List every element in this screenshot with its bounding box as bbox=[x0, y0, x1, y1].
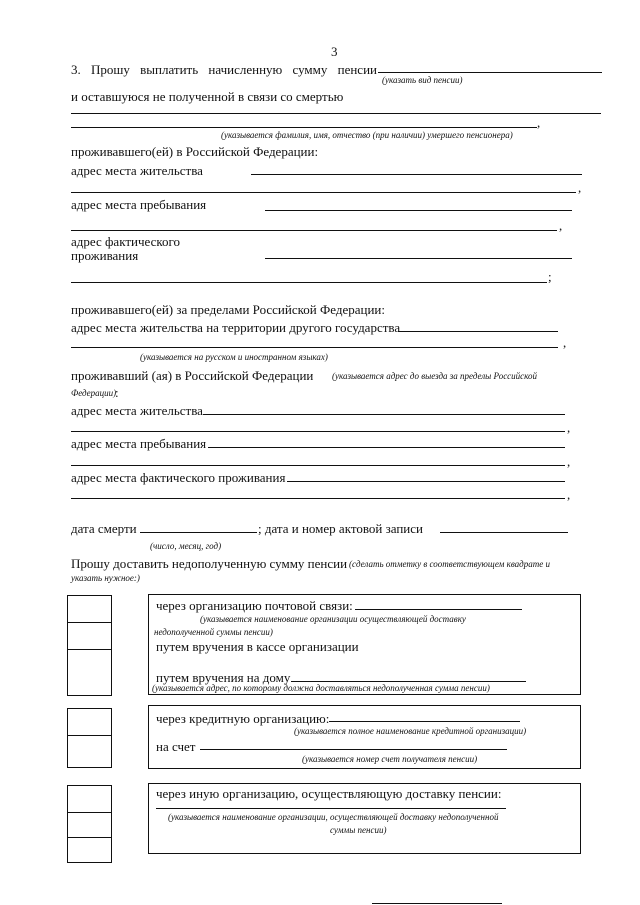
residence-field-1[interactable] bbox=[251, 174, 582, 175]
account-hint: (указывается номер счет получателя пенсии) bbox=[302, 754, 478, 764]
deceased-name-field-2[interactable] bbox=[71, 127, 537, 128]
stay-field-2[interactable] bbox=[71, 230, 557, 231]
abroad-stay-field-1[interactable] bbox=[208, 447, 565, 448]
cashdesk-label: путем вручения в кассе организации bbox=[156, 639, 359, 654]
label-stay: адрес места пребывания bbox=[71, 197, 207, 212]
account-checkbox[interactable] bbox=[67, 735, 112, 768]
account-number-field[interactable] bbox=[200, 749, 507, 750]
credit-hint-name: (указывается полное наименование кредитной организации) bbox=[294, 726, 527, 736]
cashdesk-checkbox[interactable] bbox=[67, 622, 112, 650]
actual-field-1[interactable] bbox=[265, 258, 572, 259]
residence-other-state-field-1[interactable] bbox=[398, 331, 558, 332]
label-actual-1: адрес фактического bbox=[71, 234, 181, 249]
other-org-label: через иную организацию, осуществляющую доставку пенсии: bbox=[156, 786, 502, 801]
home-delivery-checkbox[interactable] bbox=[67, 649, 112, 696]
postal-org-field[interactable] bbox=[355, 609, 522, 610]
label-abroad-residence: адрес места жительства bbox=[71, 403, 203, 418]
postal-hint-2: недополученной суммы пенсии) bbox=[154, 627, 273, 637]
home-address-field[interactable] bbox=[291, 681, 526, 682]
label-residence-other-state: адрес места жительства на территории другого государства bbox=[71, 320, 401, 335]
account-label: на счет bbox=[156, 739, 196, 754]
credit-label: через кредитную организацию: bbox=[156, 711, 330, 726]
item3-line1: 3. Прошу выплатить начисленную сумму пенсии bbox=[71, 62, 377, 77]
delivery-hint-1: (сделать отметку в соответствующем квадрате и bbox=[349, 559, 550, 569]
home-hint: (указывается адрес, по которому должна доставляться недополученная сумма пенсии) bbox=[152, 683, 490, 693]
other-org-hint-1: (указывается наименование организации, осуществляющей доставку недополученной bbox=[168, 812, 499, 822]
deceased-name-field-1[interactable] bbox=[71, 113, 601, 114]
item3-line2: и оставшуюся не полученной в связи со смертью bbox=[71, 89, 344, 104]
residence-other-state-field-2[interactable] bbox=[71, 347, 558, 348]
label-abroad-actual: адрес места фактического проживания bbox=[71, 470, 286, 485]
postal-checkbox[interactable] bbox=[67, 595, 112, 623]
delivery-hint-2: указать нужное:) bbox=[71, 573, 140, 583]
other-org-checkbox-2[interactable] bbox=[67, 812, 112, 838]
comma-mark: , bbox=[563, 335, 567, 350]
scan-artifact-line bbox=[372, 903, 502, 904]
hint-deceased-name: (указывается фамилия, имя, отчество (при наличии) умершего пенсионера) bbox=[221, 130, 513, 140]
postal-hint-1: (указывается наименование организации осуществляющей доставку bbox=[200, 614, 466, 624]
credit-checkbox[interactable] bbox=[67, 708, 112, 736]
hint-date: (число, месяц, год) bbox=[150, 541, 222, 551]
comma-mark: , bbox=[537, 115, 541, 130]
label-death-date: дата смерти bbox=[71, 521, 137, 536]
hint-before-departure-1: (указывается адрес до выезда за пределы Российской bbox=[332, 371, 538, 381]
label-residence: адрес места жительства bbox=[71, 163, 203, 178]
label-record: ; дата и номер актовой записи bbox=[258, 521, 423, 536]
comma-mark: , bbox=[578, 180, 582, 195]
label-lived-in-rf: проживавший (ая) в Российской Федерации bbox=[71, 368, 314, 383]
abroad-heading: проживавшего(ей) за пределами Российской Федерации: bbox=[71, 302, 385, 317]
abroad-stay-field-2[interactable] bbox=[71, 465, 565, 466]
comma-mark: , bbox=[567, 487, 571, 502]
page-number: 3 bbox=[331, 44, 338, 59]
delivery-line: Прошу доставить недополученную сумму пенсии bbox=[71, 556, 348, 571]
death-date-field[interactable] bbox=[140, 532, 257, 533]
colon-mark: : bbox=[115, 385, 119, 400]
residence-field-2[interactable] bbox=[71, 192, 576, 193]
abroad-residence-field-1[interactable] bbox=[203, 414, 565, 415]
pension-type-field[interactable] bbox=[378, 72, 602, 73]
semicolon-mark: ; bbox=[548, 269, 552, 284]
record-field[interactable] bbox=[440, 532, 568, 533]
hint-before-departure-2: Федерации) bbox=[71, 388, 117, 398]
label-abroad-stay: адрес места пребывания bbox=[71, 436, 207, 451]
in-rf-heading: проживавшего(ей) в Российской Федерации: bbox=[71, 144, 319, 159]
other-org-checkbox[interactable] bbox=[67, 785, 112, 813]
abroad-actual-field-1[interactable] bbox=[287, 481, 565, 482]
hint-pension-type: (указать вид пенсии) bbox=[382, 75, 463, 85]
other-org-checkbox-3[interactable] bbox=[67, 837, 112, 863]
postal-label: через организацию почтовой связи: bbox=[156, 598, 353, 613]
stay-field-1[interactable] bbox=[265, 210, 572, 211]
home-label: путем вручения на дому bbox=[156, 670, 291, 685]
hint-languages: (указывается на русском и иностранном языках) bbox=[140, 352, 328, 362]
credit-org-field[interactable] bbox=[329, 721, 520, 722]
comma-mark: , bbox=[567, 420, 571, 435]
comma-mark: , bbox=[559, 218, 563, 233]
abroad-actual-field-2[interactable] bbox=[71, 498, 565, 499]
other-org-name-field[interactable] bbox=[156, 808, 506, 809]
comma-mark: , bbox=[567, 454, 571, 469]
actual-field-2[interactable] bbox=[71, 282, 547, 283]
abroad-residence-field-2[interactable] bbox=[71, 431, 565, 432]
other-org-hint-2: суммы пенсии) bbox=[330, 825, 387, 835]
label-actual-2: проживания bbox=[71, 248, 139, 263]
